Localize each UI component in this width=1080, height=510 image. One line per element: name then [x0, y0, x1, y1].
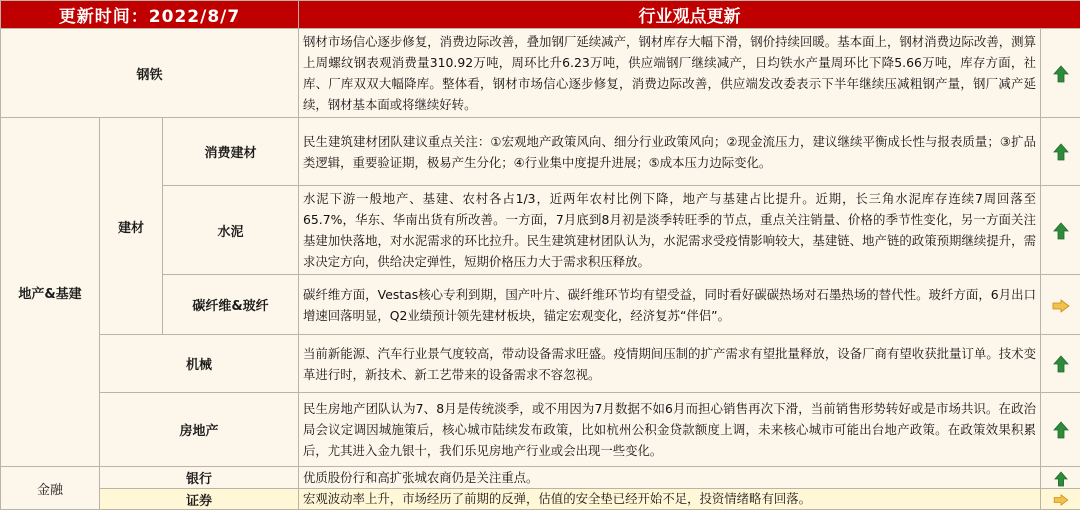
table-row	[1, 118, 1080, 186]
trend-cell	[1041, 275, 1080, 335]
group-label-real-estate-infra: 地产&基建	[1, 118, 100, 467]
view-text-securities: 宏观波动率上升，市场经历了前期的反弹，估值的安全垫已经开始不足，投资情绪略有回落。	[299, 489, 1041, 510]
trend-cell	[1041, 393, 1080, 467]
view-text-bank: 优质股份行和高扩张城农商仍是关注重点。	[299, 467, 1041, 489]
table-row	[1, 467, 1080, 489]
right-arrow-icon	[1053, 494, 1069, 506]
trend-cell	[1041, 186, 1080, 275]
view-text-cement: 水泥下游一般地产、基建、农村各占1/3，近两年农村比例下降，地产与基建占比提升。近期，长三角水泥库存连续7周回落至65.7%，华东、华南出货有所改善。一方面，7月底到8月初是淡季转旺季的节点，重点关注销量、价格的季节性变化，另一方面关注基建加快落地，对水泥需求的环比拉升。民生建筑建材团队认为，水泥需求受疫情影响较大，基建链、地产链的政策预期继续提升，需求决定方向，供给决定弹性，短期价格压力大于需求积压释放。	[299, 186, 1041, 275]
subgroup-label-building-materials: 建材	[100, 118, 163, 335]
up-arrow-icon	[1053, 421, 1069, 439]
table-row	[1, 29, 1080, 118]
table-row	[1, 393, 1080, 467]
group-label-finance: 金融	[1, 467, 100, 510]
trend-cell	[1041, 29, 1080, 118]
trend-cell	[1041, 489, 1080, 510]
sector-label-steel: 钢铁	[1, 29, 299, 118]
up-arrow-icon	[1053, 143, 1069, 161]
trend-cell	[1041, 467, 1080, 489]
sector-label-real-estate: 房地产	[100, 393, 299, 467]
industry-view-header: 行业观点更新	[299, 1, 1080, 29]
update-time-header: 更新时间：2022/8/7	[1, 1, 299, 29]
trend-cell	[1041, 118, 1080, 186]
sector-label-cement: 水泥	[163, 186, 299, 275]
table-row	[1, 275, 1080, 335]
up-arrow-icon	[1054, 471, 1068, 487]
table-row	[1, 335, 1080, 393]
view-text-carbon-glass-fiber: 碳纤维方面，Vestas核心专利到期，国产叶片、碳纤维环节均有望受益，同时看好碳碳热场对石墨热场的替代性。玻纤方面，6月出口增速回落明显，Q2业绩预计领先建材板块，锚定宏观变化，经济复苏“伴侣”。	[299, 275, 1041, 335]
sector-label-consumer-building-materials: 消费建材	[163, 118, 299, 186]
view-text-real-estate: 民生房地产团队认为7、8月是传统淡季，或不用因为7月数据不如6月而担心销售再次下滑，当前销售形势转好或是市场共识。在政治局会议定调因城施策后，核心城市陆续发布政策，比如杭州公积金贷款额度上调，未来核心城市可能出台地产政策。在政策效果积累后，尤其进入金九银十，我们乐见房地产行业或会出现一些变化。	[299, 393, 1041, 467]
up-arrow-icon	[1053, 65, 1069, 83]
view-text-machinery: 当前新能源、汽车行业景气度较高，带动设备需求旺盛。疫情期间压制的扩产需求有望批量释放，设备厂商有望收获批量订单。技术变革进行时，新技术、新工艺带来的设备需求不容忽视。	[299, 335, 1041, 393]
table-row	[1, 489, 1080, 510]
sector-label-machinery: 机械	[100, 335, 299, 393]
sector-label-carbon-glass-fiber: 碳纤维&玻纤	[163, 275, 299, 335]
trend-cell	[1041, 335, 1080, 393]
view-text-steel: 钢材市场信心逐步修复，消费边际改善，叠加钢厂延续减产，钢材库存大幅下滑，钢价持续回暖。基本面上，钢材消费边际改善，测算上周螺纹钢表观消费量310.92万吨，周环比升6.23万吨，供应端钢厂继续减产，日均铁水产量周环比下降5.66万吨，库存方面，社库、厂库双双大幅降库。整体看，钢材市场信心逐步修复，消费边际改善，供应端发改委表示下半年继续压减粗钢产量，钢厂减产延续，钢材基本面或将继续好转。	[299, 29, 1041, 118]
right-arrow-icon	[1052, 299, 1070, 313]
sector-label-securities: 证券	[100, 489, 299, 510]
up-arrow-icon	[1053, 355, 1069, 373]
up-arrow-icon	[1053, 222, 1069, 240]
view-text-consumer-building-materials: 民生建筑建材团队建议重点关注：①宏观地产政策风向、细分行业政策风向；②现金流压力，建议继续平衡成长性与报表质量；③扩品类逻辑，重要验证期，极易产生分化；④行业集中度提升进展；⑤成本压力边际变化。	[299, 118, 1041, 186]
sector-label-bank: 银行	[100, 467, 299, 489]
table-row	[1, 186, 1080, 275]
